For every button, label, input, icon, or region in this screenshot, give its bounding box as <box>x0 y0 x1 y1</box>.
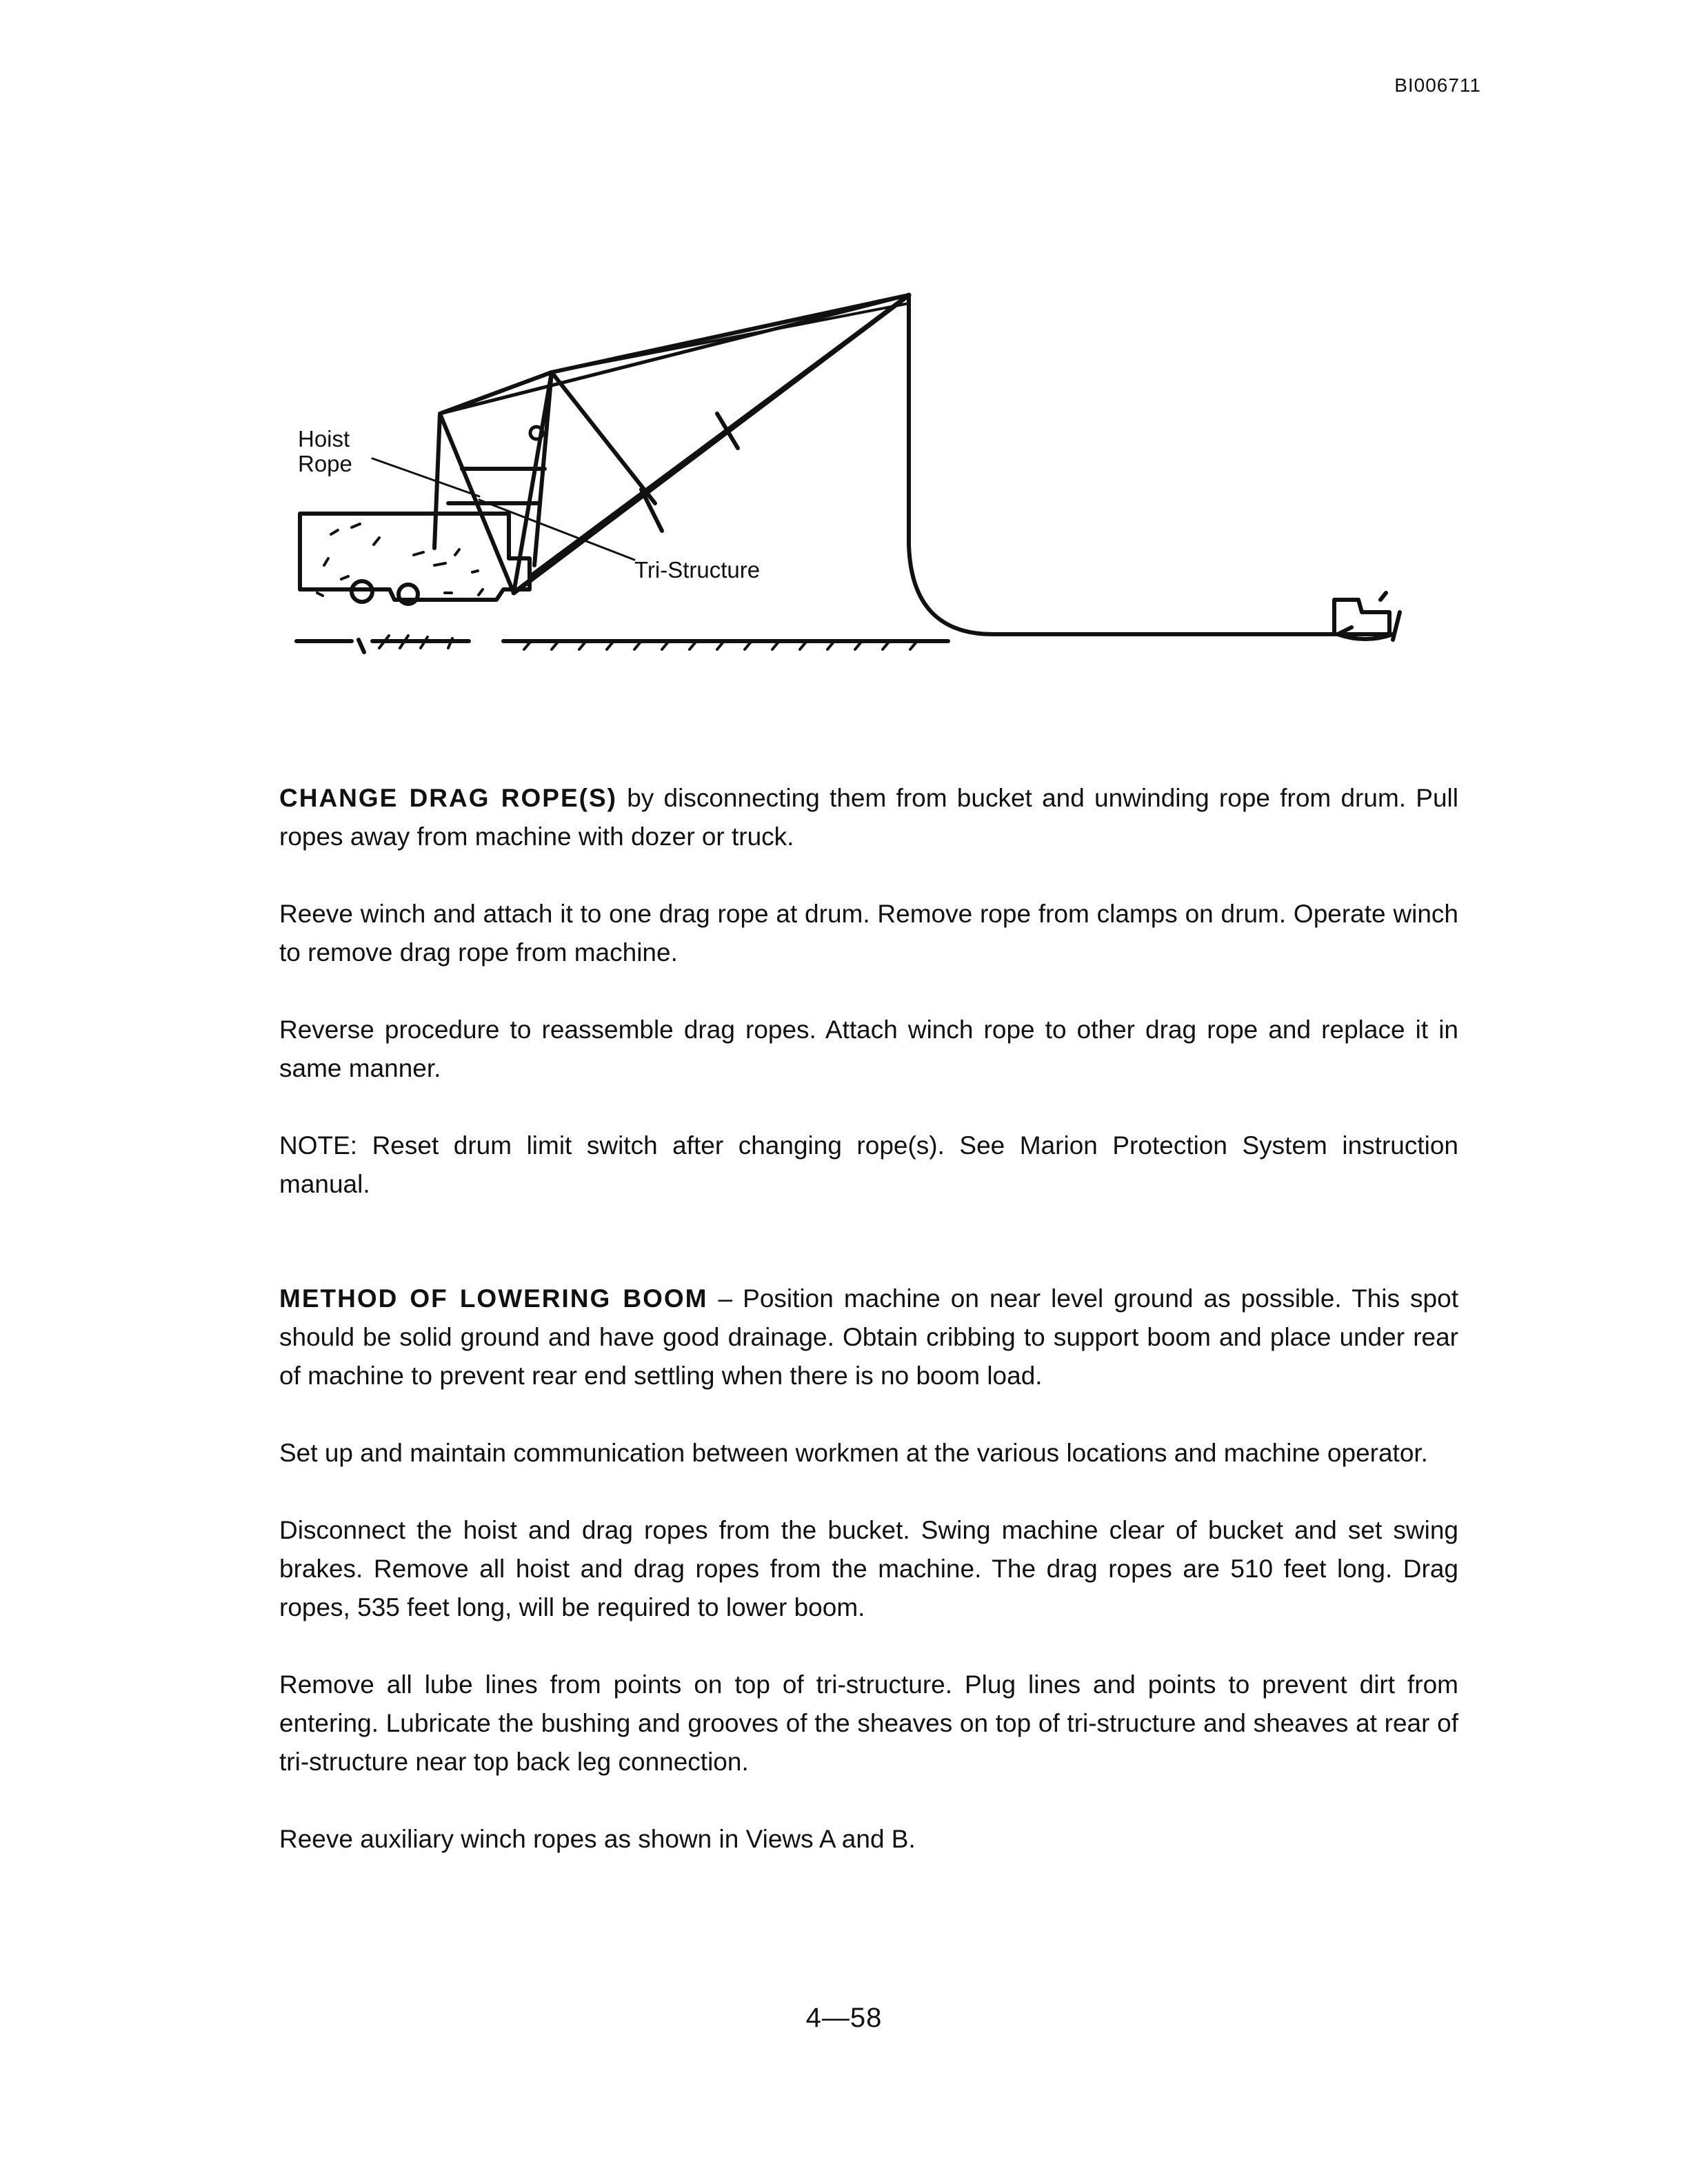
paragraph-text: Reeve winch and attach it to one drag rope at drum. Remove rope from clamps on drum. Operate winch to remove drag rope from machine. <box>279 900 1458 967</box>
paragraph-lead: METHOD OF LOWERING BOOM <box>279 1284 708 1313</box>
dragline-illustration <box>276 276 1462 689</box>
paragraph-text: by disconnecting them from bucket and unwinding rope from drum. Pull ropes away from machine with dozer or truck. <box>279 784 1458 851</box>
paragraph-reeve-winch <box>279 895 1458 972</box>
paragraph-text: Remove all lube lines from points on top of tri-structure. Plug lines and points to prevent dirt from entering. Lubricate the bushing and grooves of the sheaves on top of tri-structure and sheaves at rear of tri-structure near top back leg connection. <box>279 1670 1458 1776</box>
paragraph-text: – Position machine on near level ground as possible. This spot should be solid ground and have good drainage. Obtain cribbing to support boom and place under rear of machine to prevent rear end settling when there is no boom load. <box>279 1284 1458 1390</box>
hoist-label-line2: Rope <box>298 451 352 476</box>
paragraph-lube-lines <box>279 1666 1458 1781</box>
paragraph-note <box>279 1126 1458 1204</box>
paragraph-reverse-procedure <box>279 1011 1458 1088</box>
hoist-label-line1: Hoist <box>298 426 350 452</box>
paragraph-reeve-auxiliary <box>279 1820 1458 1859</box>
body-text <box>279 779 1458 1897</box>
paragraph-text: Reeve auxiliary winch ropes as shown in Views A and B. <box>279 1825 916 1853</box>
boom-suspension-cable-2 <box>440 295 909 414</box>
ground-line <box>297 640 948 652</box>
tri-structure-leader <box>479 500 634 560</box>
paragraph-text: Set up and maintain communication between workmen at the various locations and machine operator. <box>279 1439 1428 1467</box>
dozer <box>1334 593 1400 640</box>
paragraph-communication <box>279 1434 1458 1473</box>
paragraph-lowering-boom <box>279 1280 1458 1395</box>
page-number: 4—58 <box>805 2003 883 2033</box>
paragraph-change-drag-rope <box>279 779 1458 856</box>
document-id: BI006711 <box>1394 74 1481 96</box>
paragraph-text: Reverse procedure to reassemble drag ropes. Attach winch rope to other drag rope and replace it in same manner. <box>279 1015 1458 1082</box>
paragraph-text: NOTE: Reset drum limit switch after changing rope(s). See Marion Protection System instruction manual. <box>279 1131 1458 1198</box>
drag-rope <box>909 295 1352 634</box>
tri-structure <box>434 372 552 593</box>
paragraph-lead: CHANGE DRAG ROPE(S) <box>279 784 617 812</box>
hoist-rope-leader <box>372 458 479 496</box>
paragraph-disconnect-ropes <box>279 1511 1458 1627</box>
tri-structure-label: Tri-Structure <box>634 557 761 583</box>
paragraph-text: Disconnect the hoist and drag ropes from the bucket. Swing machine clear of bucket and set swing brakes. Remove all hoist and drag ropes from the machine. The drag ropes are 510 feet long. Drag ropes, 535 feet long, will be required to lower boom. <box>279 1516 1458 1621</box>
dragline-drawing <box>276 276 1462 689</box>
